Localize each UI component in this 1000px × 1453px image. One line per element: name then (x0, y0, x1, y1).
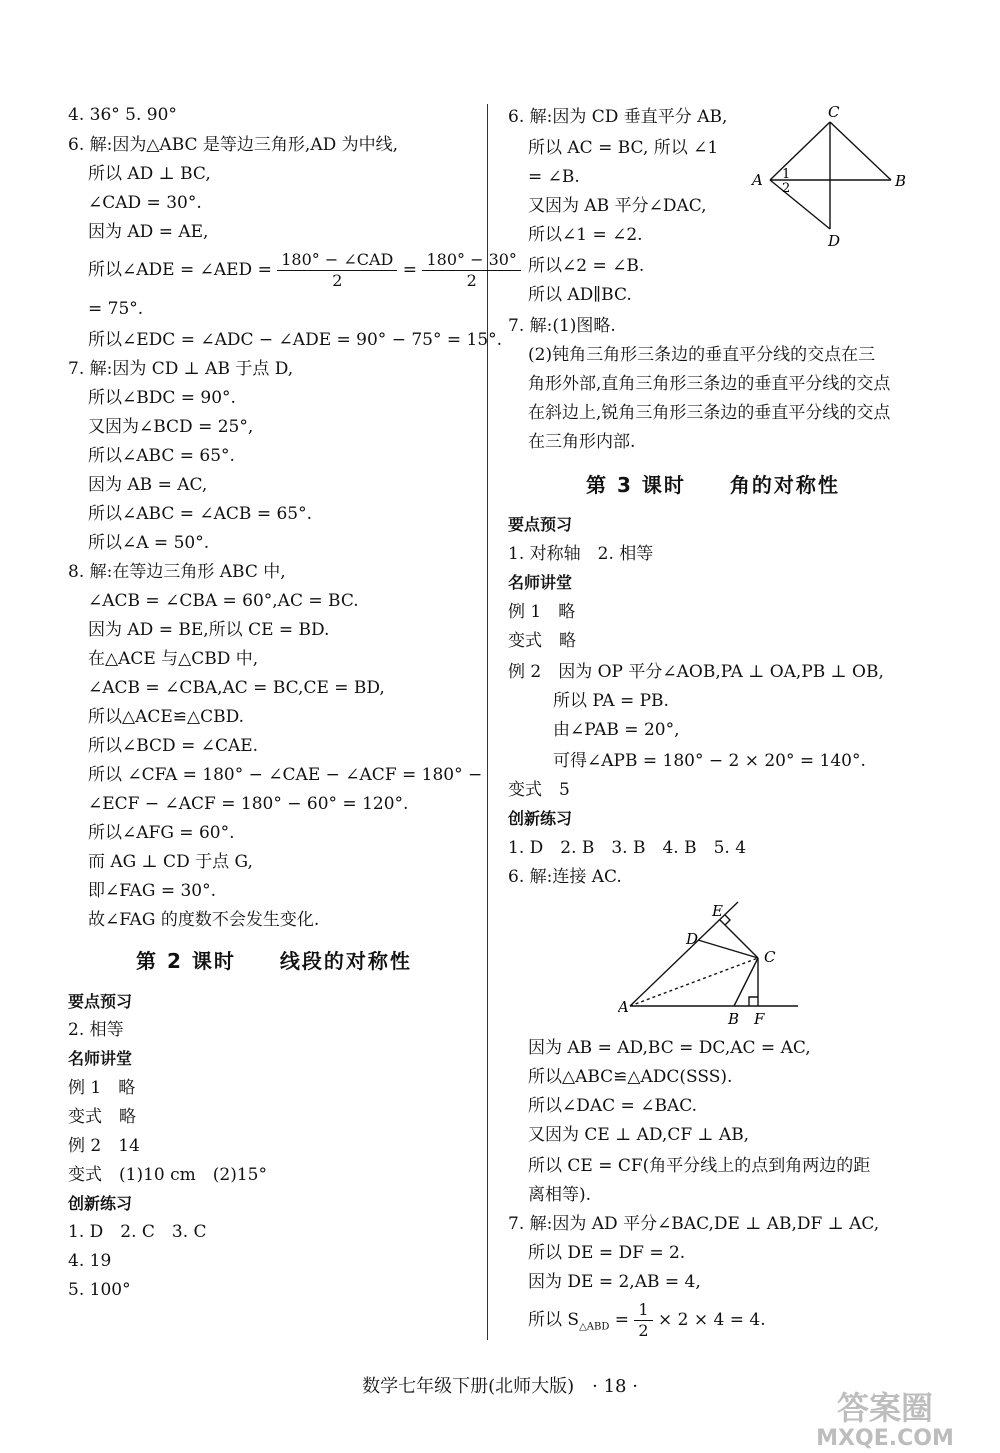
section-teacher-2: 名师讲堂 (68, 1049, 133, 1068)
q8-line-9: ∠ECF − ∠ACF = 180° − 60° = 120°. (88, 794, 409, 814)
r-q6b-line-2: 因为 AB = AD,BC = DC,AC = AC, (528, 1038, 811, 1058)
q8-line-8: 所以 ∠CFA = 180° − ∠CAE − ∠ACF = 180° − (88, 765, 483, 785)
watermark-bottom-text: MXQE.COM (816, 1426, 954, 1450)
q8-line-12: 即∠FAG = 30°. (88, 881, 217, 901)
r-teacher-line-4: 所以 PA = PB. (553, 691, 669, 711)
area-fraction: $\frac{1}{2}$ (634, 1300, 652, 1341)
label-a: A (752, 171, 763, 189)
r-q6b-line-6: 所以 CE = CF(角平分线上的点到角两边的距 (528, 1156, 871, 1176)
page-footer: 数学七年级下册(北师大版) · 18 · (362, 1376, 638, 1397)
r-q6b-line-5: 又因为 CE ⊥ AD,CF ⊥ AB, (528, 1125, 750, 1145)
q8-line-6: 所以△ACE≌△CBD. (88, 707, 245, 727)
q8-line-10: 所以∠AFG = 60°. (88, 823, 235, 843)
q6-frac-prefix: 所以∠ADE = ∠AED = (88, 260, 272, 280)
teacher-line-2: 变式 略 (68, 1107, 136, 1127)
preview-answer-3: 1. 对称轴 2. 相等 (508, 544, 654, 564)
angle-1-label: 1 (782, 167, 791, 182)
label-b: B (895, 172, 907, 190)
r-teacher-line-6: 可得∠APB = 180° − 2 × 20° = 140°. (553, 751, 866, 771)
r-practice-line-1: 1. D 2. B 3. B 4. B 5. 4 (508, 838, 747, 858)
q6-fraction-1: $\frac{\text{180° − ∠CAD}}{2}$ (277, 250, 397, 291)
q8-line-11: 而 AG ⊥ CD 于点 G, (88, 852, 253, 872)
q7-line-3: 又因为∠BCD = 25°, (88, 417, 254, 437)
q6-line-4: 因为 AD = AE, (88, 222, 209, 242)
angle-2-label: 2 (782, 181, 791, 196)
practice-line-2: 4. 19 (68, 1251, 112, 1271)
q6-equals: = (402, 260, 418, 280)
r-q6b-line-1: 6. 解:连接 AC. (508, 867, 622, 887)
r-q6-line-3: = ∠B. (528, 167, 580, 187)
preview-answer-2: 2. 相等 (68, 1020, 124, 1040)
teacher-line-1: 例 1 略 (68, 1078, 136, 1098)
r-q7-line-3: 角形外部,直角三角形三条边的垂直平分线的交点 (528, 374, 891, 394)
area-prefix: 所以 S (528, 1310, 580, 1330)
label-d: D (828, 232, 841, 250)
q7-line-4: 所以∠ABC = 65°. (88, 446, 235, 466)
r-q6-line-7: 所以 AD∥BC. (528, 285, 632, 305)
r-q6b-line-7: 离相等). (528, 1185, 592, 1205)
area-equals: = (614, 1310, 629, 1330)
r-q7-line-5: 在三角形内部. (528, 432, 636, 452)
section-preview-3: 要点预习 (508, 515, 573, 534)
teacher-line-4: 变式 (1)10 cm (2)15° (68, 1165, 267, 1185)
fig2-label-e: E (712, 902, 723, 920)
q6-line-6: 所以∠EDC = ∠ADC − ∠ADE = 90° − 75° = 15°. (88, 330, 503, 350)
r-q6-line-5: 所以∠1 = ∠2. (528, 225, 643, 245)
q7-line-2: 所以∠BDC = 90°. (88, 388, 236, 408)
teacher-line-3: 例 2 14 (68, 1136, 140, 1156)
q6-line-5: = 75°. (88, 299, 144, 319)
label-c: C (828, 104, 840, 121)
r-teacher-line-3: 例 2 因为 OP 平分∠AOB,PA ⊥ OA,PB ⊥ OB, (508, 662, 884, 682)
practice-line-3: 5. 100° (68, 1280, 131, 1300)
q8-line-7: 所以∠BCD = ∠CAE. (88, 736, 259, 756)
q6-line-1: 6. 解:因为△ABC 是等边三角形,AD 为中线, (68, 135, 399, 155)
r-q7-line-4: 在斜边上,锐角三角形三条边的垂直平分线的交点 (528, 403, 891, 423)
r-q7b-line-2: 所以 DE = DF = 2. (528, 1243, 686, 1263)
q8-line-1: 8. 解:在等边三角形 ABC 中, (68, 562, 286, 582)
q7-line-6: 所以∠ABC = ∠ACB = 65°. (88, 504, 312, 524)
q7-line-7: 所以∠A = 50°. (88, 533, 210, 553)
r-q7b-area-line (508, 1300, 766, 1341)
section-practice-2: 创新练习 (68, 1194, 133, 1213)
watermark-logo (780, 1385, 990, 1450)
angle-bisector-figure (618, 898, 918, 1028)
r-teacher-line-1: 例 1 略 (508, 602, 576, 622)
r-teacher-line-2: 变式 略 (508, 631, 576, 651)
q8-line-5: ∠ACB = ∠CBA,AC = BC,CE = BD, (88, 678, 385, 698)
r-q7-line-1: 7. 解:(1)图略. (508, 316, 616, 336)
section-preview-2: 要点预习 (68, 992, 133, 1011)
lesson-2-heading: 第 2 课时 线段的对称性 (136, 949, 412, 973)
r-teacher-line-7: 变式 5 (508, 780, 570, 800)
r-q6-line-4: 又因为 AB 平分∠DAC, (528, 196, 707, 216)
r-q6-line-6: 所以∠2 = ∠B. (528, 256, 645, 276)
q6-fraction-line (68, 250, 521, 291)
section-teacher-3: 名师讲堂 (508, 573, 573, 592)
q6-line-2: 所以 AD ⊥ BC, (88, 164, 211, 184)
r-q7-line-2: (2)钝角三角形三条边的垂直平分线的交点在三 (528, 345, 876, 365)
r-q7b-line-3: 因为 DE = 2,AB = 4, (528, 1272, 701, 1292)
fig2-label-b: B (728, 1010, 740, 1028)
fig2-label-f: F (754, 1010, 765, 1028)
fig2-label-c: C (764, 948, 776, 966)
q7-line-1: 7. 解:因为 CD ⊥ AB 于点 D, (68, 359, 294, 379)
section-practice-3: 创新练习 (508, 809, 573, 828)
r-q6b-line-4: 所以∠DAC = ∠BAC. (528, 1096, 698, 1116)
q8-line-13: 故∠FAG 的度数不会发生变化. (88, 910, 320, 930)
q8-line-4: 在△ACE 与△CBD 中, (88, 649, 259, 669)
watermark-top-text: 答案圈 (836, 1389, 934, 1427)
practice-line-1: 1. D 2. C 3. C (68, 1222, 207, 1242)
kite-figure (748, 104, 918, 254)
lesson-3-heading: 第 3 课时 角的对称性 (586, 473, 840, 497)
r-q6b-line-3: 所以△ABC≌△ADC(SSS). (528, 1067, 733, 1087)
fig2-label-a: A (618, 998, 629, 1016)
q7-line-5: 因为 AB = AC, (88, 475, 208, 495)
q6-line-3: ∠CAD = 30°. (88, 193, 202, 213)
q8-line-3: 因为 AD = BE,所以 CE = BD. (88, 620, 330, 640)
q6-fraction-2: $\frac{180^\circ - 30^\circ}{2}$ (422, 250, 520, 291)
r-q6-line-1: 6. 解:因为 CD 垂直平分 AB, (508, 107, 728, 127)
r-q6-line-2: 所以 AC = BC, 所以 ∠1 (528, 138, 719, 158)
area-subscript: △ABD (579, 1321, 610, 1333)
answer-line-4-5: 4. 36° 5. 90° (68, 105, 177, 125)
fig2-label-d: D (686, 930, 699, 948)
area-suffix: × 2 × 4 = 4. (658, 1310, 766, 1330)
r-q7b-line-1: 7. 解:因为 AD 平分∠BAC,DE ⊥ AB,DF ⊥ AC, (508, 1214, 880, 1234)
q8-line-2: ∠ACB = ∠CBA = 60°,AC = BC. (88, 591, 359, 611)
r-teacher-line-5: 由∠PAB = 20°, (553, 720, 680, 740)
